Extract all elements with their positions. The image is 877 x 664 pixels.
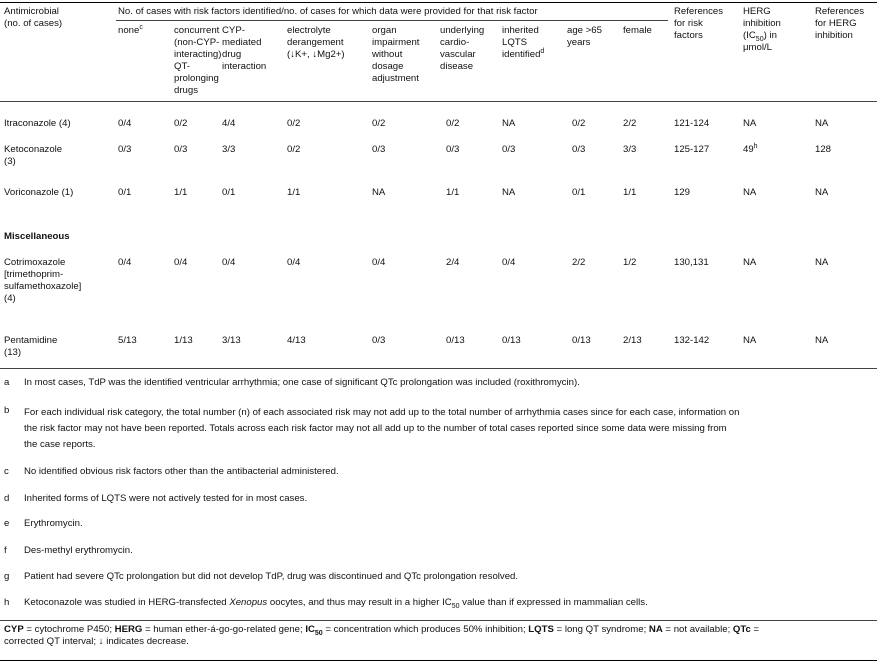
cell-value: NA	[743, 257, 757, 268]
footnote-part: oocytes, and thus may result in a higher IC	[267, 597, 452, 608]
abbrev-value: = cytochrome P450;	[23, 624, 115, 635]
table-cell	[502, 335, 521, 347]
cell-value: 1/13	[174, 335, 193, 346]
cell-value: 0/2	[287, 144, 301, 155]
header-text: factors	[674, 30, 703, 41]
table-cell	[674, 118, 709, 130]
cell-value: NA	[815, 187, 829, 198]
abbrev-key	[305, 624, 322, 635]
cell-value: 0/1	[118, 187, 132, 198]
cell-value: 0/2	[446, 118, 460, 129]
footnote-part: Xenopus	[229, 597, 268, 608]
row-antimicrobial-name	[4, 144, 114, 168]
footnote-text	[24, 597, 876, 609]
header-text: Antimicrobial	[4, 6, 59, 17]
cell-value: 0/4	[287, 257, 301, 268]
table-cell	[502, 257, 515, 269]
table-cell	[502, 144, 515, 156]
cell-value: 0/3	[502, 144, 516, 155]
table-cell	[118, 257, 131, 269]
name-line: Ketoconazole	[4, 144, 63, 155]
cell-value: NA	[502, 118, 516, 129]
cell-value: 0/3	[372, 335, 386, 346]
footnote-line: Erythromycin.	[24, 518, 83, 529]
table-cell	[572, 118, 585, 130]
cell-value: 0/1	[572, 187, 586, 198]
header-text: concurrent	[174, 25, 220, 36]
cell-value: 1/1	[623, 187, 637, 198]
table-cell	[222, 118, 235, 130]
table-cell	[372, 257, 385, 269]
header-text: years	[567, 37, 591, 48]
table-cell	[287, 118, 300, 130]
header-age	[567, 25, 617, 49]
abbrev-value: = long QT syndrome;	[553, 624, 649, 635]
footnote-part: 50	[451, 602, 460, 610]
footnote-text	[24, 377, 876, 389]
cell-value: 2/13	[623, 335, 642, 346]
table-cell	[174, 335, 193, 347]
footnote-ref: d	[540, 47, 545, 55]
cell-value: 49	[743, 144, 754, 155]
footnote-label: h	[4, 597, 10, 608]
table-cell	[446, 187, 459, 199]
table-cell	[446, 118, 459, 130]
header-text: underlying	[440, 25, 485, 36]
table-cell	[222, 335, 241, 347]
footnote-line: For each individual risk category, the total number (n) of each associated risk may not add up to the total number of arrhythmia cases since for each case, information on	[24, 407, 740, 418]
table-cell	[815, 144, 831, 156]
table-cell	[372, 335, 385, 347]
name-line: (3)	[4, 156, 16, 167]
header-text: drugs	[174, 85, 198, 96]
table-cell	[674, 257, 709, 269]
table-cell	[572, 187, 585, 199]
header-text: (↓K+, ↓Mg2+)	[287, 49, 345, 60]
row-antimicrobial-name	[4, 118, 114, 130]
name-line: Cotrimoxazole	[4, 257, 66, 268]
table-cell	[743, 257, 756, 269]
cell-value: 0/3	[372, 144, 386, 155]
footnote-label: d	[4, 493, 10, 504]
header-text: inhibition	[743, 18, 781, 29]
cell-value: 132-142	[674, 335, 710, 346]
header-text: without	[372, 49, 403, 60]
cell-value: 5/13	[118, 335, 137, 346]
header-text: μmol/L	[743, 42, 772, 53]
abbreviations	[4, 624, 874, 648]
cell-value: 130,131	[674, 257, 709, 268]
header-text: dosage	[372, 61, 404, 72]
footnote-label: a	[4, 377, 10, 388]
cell-value: 0/4	[174, 257, 188, 268]
table-cell	[446, 144, 459, 156]
footnote-line: Inherited forms of LQTS were not actively tested for in most cases.	[24, 493, 308, 504]
cell-value: 4/4	[222, 118, 236, 129]
abbrev-key: NA	[648, 624, 663, 635]
abbrev-rule	[0, 620, 877, 621]
cell-value: 1/1	[287, 187, 301, 198]
table-cell	[174, 187, 187, 199]
cell-value: 3/3	[222, 144, 236, 155]
cell-value: 0/3	[174, 144, 188, 155]
header-organ	[372, 25, 437, 85]
name-line: sulfamethoxazole]	[4, 281, 82, 292]
table-cell	[674, 335, 709, 347]
table-cell	[623, 335, 642, 347]
cell-value: 1/1	[446, 187, 460, 198]
cell-value: NA	[815, 118, 829, 129]
footnote-line: In most cases, TdP was the identified ventricular arrhythmia; one case of significant QTc prolongation was included (roxithromycin).	[24, 377, 580, 388]
table-cell	[674, 187, 690, 199]
header-text: organ	[372, 25, 397, 36]
header-rule	[0, 101, 877, 102]
table-cell	[815, 118, 828, 130]
footnote-label: c	[4, 466, 9, 477]
cell-value: 2/4	[446, 257, 460, 268]
header-cyp	[222, 25, 282, 73]
cell-value: 0/13	[572, 335, 591, 346]
cell-value: 128	[815, 144, 832, 155]
footnote-line: Patient had severe QTc prolongation but did not develop TdP, drug was discontinued and QTc prolongation resolved.	[24, 571, 519, 582]
header-none	[118, 25, 143, 37]
cell-value: 121-124	[674, 118, 710, 129]
header-antimicrobial	[4, 6, 114, 30]
header-text: for risk	[674, 18, 703, 29]
cell-value: 0/13	[502, 335, 521, 346]
table-cell	[287, 257, 300, 269]
table-cell	[372, 187, 385, 199]
footnote-text	[24, 405, 876, 453]
abbrev-value: = concentration which produces 50% inhibition;	[322, 624, 529, 635]
table-cell	[815, 257, 828, 269]
footnote-ref: c	[139, 23, 143, 31]
table-cell	[815, 335, 828, 347]
cell-value: 0/4	[118, 118, 132, 129]
footnote-label: f	[4, 545, 7, 556]
header-text: (IC	[743, 30, 756, 41]
footnote-text	[24, 518, 876, 530]
bottom-rule	[0, 660, 877, 661]
table-cell	[502, 118, 515, 130]
cell-value: 0/4	[372, 257, 386, 268]
abbrev-key: HERG	[114, 624, 143, 635]
cell-value: 0/13	[446, 335, 465, 346]
footnote-label: g	[4, 571, 10, 582]
table-cell	[623, 144, 636, 156]
header-text: drug	[222, 49, 242, 60]
table-cell	[287, 144, 300, 156]
subscript: 50	[755, 35, 764, 43]
cell-value: 0/4	[502, 257, 516, 268]
abbrev-value: = human ether-á-go-go-related gene;	[142, 624, 306, 635]
abbrev-line-1	[4, 624, 874, 636]
header-group-title: No. of cases with risk factors identified/no. of cases for which data were provided for that risk factor	[118, 6, 538, 17]
table-cell	[174, 144, 187, 156]
footnote-text	[24, 466, 876, 478]
abbrev-key-text: IC	[305, 624, 315, 635]
header-text: prolonging	[174, 73, 219, 84]
footnote-label: e	[4, 518, 10, 529]
table-cell	[118, 187, 131, 199]
table-cell	[623, 187, 636, 199]
name-line: Pentamidine	[4, 335, 58, 346]
header-text: QT-	[174, 61, 190, 72]
row-antimicrobial-name	[4, 257, 114, 305]
table-cell	[572, 257, 585, 269]
footnote-part: Ketoconazole was studied in HERG-transfected	[24, 597, 230, 608]
table-end-rule	[0, 368, 877, 369]
cell-value: 125-127	[674, 144, 710, 155]
header-text: interacting)	[174, 49, 222, 60]
table-cell	[222, 187, 235, 199]
footnote-ref: h	[753, 142, 758, 150]
table-cell	[743, 335, 756, 347]
cell-value: 0/3	[572, 144, 586, 155]
section-heading: Miscellaneous	[4, 231, 70, 242]
abbrev-key: CYP	[4, 624, 24, 635]
table-cell	[222, 257, 235, 269]
cell-value: 1/2	[623, 257, 637, 268]
header-text: interaction	[222, 61, 267, 72]
header-electrolyte	[287, 25, 362, 61]
table-cell	[815, 187, 828, 199]
subscript: 50	[314, 629, 323, 637]
cell-value: NA	[743, 118, 757, 129]
cell-value: 0/3	[446, 144, 460, 155]
header-female: female	[623, 25, 652, 36]
table-cell	[446, 257, 459, 269]
footnote-line: the case reports.	[24, 439, 96, 450]
name-line: [trimethoprim-	[4, 269, 64, 280]
table-cell	[572, 144, 585, 156]
name-line: Voriconazole (1)	[4, 187, 74, 198]
header-text-ic	[743, 30, 805, 42]
name-line: (4)	[4, 293, 16, 304]
table-cell	[174, 118, 187, 130]
table-cell	[674, 144, 709, 156]
header-refs-herg	[815, 6, 877, 42]
footnote-line: Des-methyl erythromycin.	[24, 545, 133, 556]
table-cell	[287, 187, 300, 199]
table-cell	[743, 118, 756, 130]
cell-value: NA	[815, 335, 829, 346]
cell-value: 2/2	[623, 118, 637, 129]
cell-value: 0/2	[287, 118, 301, 129]
table-cell	[623, 118, 636, 130]
header-text: LQTS	[502, 37, 528, 48]
table-cell	[623, 257, 636, 269]
header-text: inhibition	[815, 30, 853, 41]
cell-value: 0/4	[222, 257, 236, 268]
cell-value: 0/2	[572, 118, 586, 129]
cell-value: 129	[674, 187, 691, 198]
table-cell	[743, 187, 756, 199]
header-text: vascular	[440, 49, 476, 60]
footnote-text	[24, 545, 876, 557]
footnote-text	[24, 571, 876, 583]
table-cell	[118, 335, 137, 347]
table-cell	[446, 335, 465, 347]
header-text: electrolyte	[287, 25, 331, 36]
footnote-label: b	[4, 405, 10, 416]
table-cell	[118, 144, 131, 156]
cell-value: 0/4	[118, 257, 132, 268]
header-text: mediated	[222, 37, 262, 48]
cell-value: 3/3	[623, 144, 637, 155]
header-text: (no. of cases)	[4, 18, 63, 29]
header-text: disease	[440, 61, 474, 72]
cell-value: NA	[743, 335, 757, 346]
header-text: age >65	[567, 25, 602, 36]
table-cell	[572, 335, 591, 347]
header-text: for HERG	[815, 18, 857, 29]
row-antimicrobial-name	[4, 335, 114, 359]
cell-value: 1/1	[174, 187, 188, 198]
header-text: adjustment	[372, 73, 419, 84]
header-text: inherited	[502, 25, 539, 36]
row-antimicrobial-name	[4, 187, 114, 199]
header-text: none	[118, 25, 140, 36]
table-cell	[502, 187, 515, 199]
cell-value: NA	[372, 187, 386, 198]
header-text: derangement	[287, 37, 344, 48]
cell-value: 2/2	[572, 257, 586, 268]
table-cell	[118, 118, 131, 130]
top-rule	[0, 2, 877, 3]
abbrev-line-2: corrected QT interval; ↓ indicates decrease.	[4, 636, 189, 647]
cell-value: 4/13	[287, 335, 306, 346]
abbrev-value: =	[750, 624, 760, 635]
header-herg	[743, 6, 805, 54]
abbrev-key: LQTS	[528, 624, 554, 635]
table-cell	[372, 144, 385, 156]
header-text: cardio-	[440, 37, 470, 48]
cell-value: 3/13	[222, 335, 241, 346]
header-text: References	[674, 6, 724, 17]
header-refs-risk	[674, 6, 734, 42]
cell-value: NA	[815, 257, 829, 268]
header-text: References	[815, 6, 865, 17]
name-line: Itraconazole (4)	[4, 118, 71, 129]
cell-value: NA	[743, 187, 757, 198]
table-cell	[743, 144, 758, 156]
name-line: (13)	[4, 347, 22, 358]
header-inherited	[502, 25, 562, 61]
table-cell	[222, 144, 235, 156]
footnote-line: No identified obvious risk factors other than the antibacterial administered.	[24, 466, 339, 477]
abbrev-value: = not available;	[662, 624, 733, 635]
cell-value: NA	[502, 187, 516, 198]
header-text-with-sup	[502, 49, 562, 61]
table-cell	[174, 257, 187, 269]
header-text: identified	[502, 49, 541, 60]
cell-value: 0/2	[372, 118, 386, 129]
cell-value: 0/2	[174, 118, 188, 129]
table-cell	[287, 335, 306, 347]
header-text: CYP-	[222, 25, 245, 36]
cell-value: 0/1	[222, 187, 236, 198]
header-text: ) in	[763, 30, 777, 41]
header-text: impairment	[372, 37, 420, 48]
header-underlying	[440, 25, 500, 73]
header-text: (non-CYP-	[174, 37, 220, 48]
footnote-text	[24, 493, 876, 505]
table-cell	[372, 118, 385, 130]
footnote-line: the risk factor may not have been reported. Totals across each risk factor may not all add up to the number of total cases reported since some data were missing from	[24, 423, 727, 434]
cell-value: 0/3	[118, 144, 132, 155]
group-underline	[116, 20, 668, 21]
footnote-part: value than if expressed in mammalian cells.	[459, 597, 648, 608]
header-text: HERG	[743, 6, 771, 17]
abbrev-key: QTc	[732, 624, 751, 635]
